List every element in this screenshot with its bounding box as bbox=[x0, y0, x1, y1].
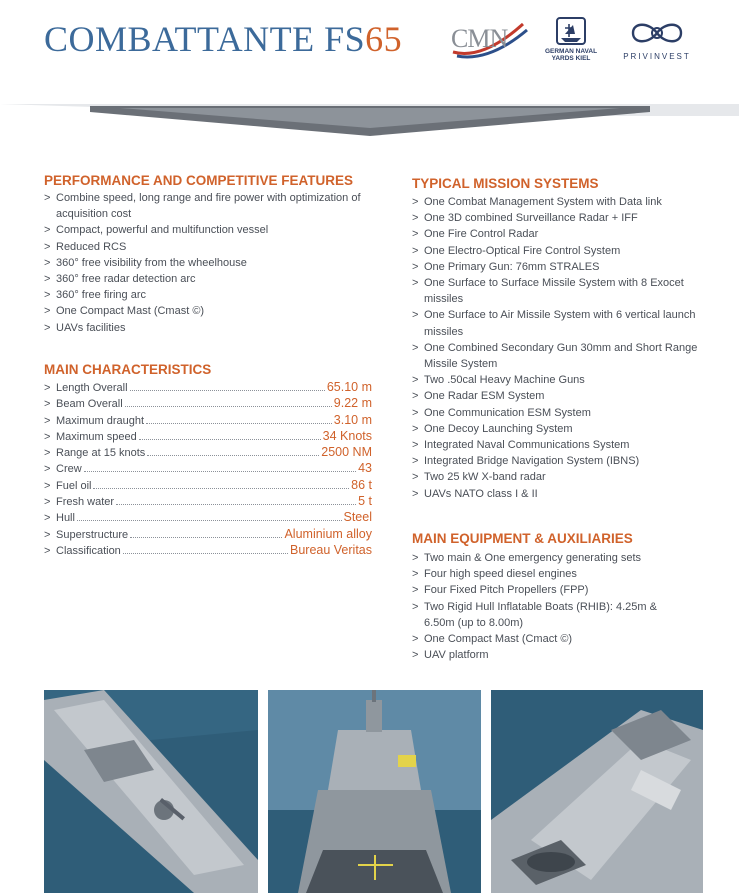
chevron-right-icon: > bbox=[44, 192, 51, 204]
mission-item bbox=[412, 405, 702, 421]
chevron-right-icon: > bbox=[44, 321, 51, 334]
ship-stern-photo bbox=[268, 690, 481, 893]
chevron-right-icon: > bbox=[44, 224, 51, 237]
title-number: 65 bbox=[365, 19, 403, 59]
spec-value: 3.10 m bbox=[333, 412, 372, 427]
performance-item bbox=[44, 255, 374, 271]
spec-value: 2500 NM bbox=[321, 445, 372, 460]
chevron-right-icon: > bbox=[412, 244, 419, 257]
chevron-divider bbox=[0, 98, 739, 142]
equipment-item-text: UAV platform bbox=[424, 649, 489, 662]
chevron-right-icon: > bbox=[412, 309, 419, 322]
dot-leader bbox=[84, 463, 356, 472]
spec-value: 43 bbox=[358, 461, 372, 476]
spec-value: Aluminium alloy bbox=[284, 526, 372, 541]
privinvest-logo bbox=[609, 16, 705, 66]
mission-item bbox=[412, 259, 702, 275]
chevron-right-icon: > bbox=[44, 289, 51, 302]
dot-leader bbox=[93, 480, 349, 489]
dot-leader bbox=[116, 496, 356, 505]
equipment-list bbox=[412, 550, 682, 663]
equipment-item bbox=[412, 550, 682, 566]
performance-item-text: 360° free visibility from the wheelhouse bbox=[56, 256, 247, 269]
spec-row bbox=[44, 429, 372, 445]
spec-row bbox=[44, 478, 372, 494]
performance-list bbox=[44, 190, 374, 336]
performance-item bbox=[44, 303, 374, 319]
mission-item bbox=[412, 372, 702, 388]
chevron-right-icon: > bbox=[44, 273, 51, 286]
chevron-right-icon: > bbox=[412, 455, 419, 468]
chevron-right-icon: > bbox=[44, 479, 51, 492]
privinvest-logo-text: PRIVINVEST bbox=[623, 52, 691, 61]
performance-item-text: Combine speed, long range and fire power with optimization of acquisition cost bbox=[56, 192, 361, 221]
mission-item bbox=[412, 226, 702, 242]
mission-title: TYPICAL MISSION SYSTEMS bbox=[412, 176, 599, 191]
cmn-logo-text: CMN bbox=[451, 24, 508, 53]
mission-item bbox=[412, 486, 702, 502]
spec-value: 86 t bbox=[351, 477, 372, 492]
chevron-right-icon: > bbox=[412, 341, 419, 354]
performance-item-text: Reduced RCS bbox=[56, 240, 127, 253]
spec-value: Steel bbox=[343, 510, 372, 525]
mission-item bbox=[412, 210, 702, 226]
spec-row bbox=[44, 380, 372, 396]
mission-item bbox=[412, 275, 702, 307]
privinvest-knot-icon bbox=[609, 16, 705, 50]
mission-item-text: One Primary Gun: 76mm STRALES bbox=[424, 260, 600, 273]
mission-item-text: One Surface to Surface Missile System with 8 Exocet missiles bbox=[424, 277, 684, 306]
spec-name: Classification bbox=[56, 544, 121, 557]
mission-item-text: One Communication ESM System bbox=[424, 406, 591, 419]
spec-row bbox=[44, 494, 372, 510]
spec-name: Hull bbox=[56, 512, 75, 525]
spec-row bbox=[44, 543, 372, 559]
chevron-right-icon: > bbox=[44, 240, 51, 253]
equipment-item-text: Two Rigid Hull Inflatable Boats (RHIB): 4.25m & 6.50m (up to 8.00m) bbox=[424, 600, 657, 629]
equipment-item bbox=[412, 647, 682, 663]
dot-leader bbox=[147, 447, 319, 456]
spec-name: Maximum draught bbox=[56, 414, 145, 427]
equipment-item-text: Four high speed diesel engines bbox=[424, 568, 577, 581]
equipment-item bbox=[412, 599, 682, 631]
chevron-right-icon: > bbox=[44, 305, 51, 318]
dot-leader bbox=[130, 529, 282, 538]
chevron-right-icon: > bbox=[412, 390, 419, 403]
chevron-right-icon: > bbox=[44, 496, 51, 509]
performance-item bbox=[44, 190, 374, 222]
performance-item-text: Compact, powerful and multifunction vessel bbox=[56, 224, 269, 237]
ship-rhib-photo bbox=[491, 690, 703, 893]
mission-item-text: One Electro-Optical Fire Control System bbox=[424, 244, 621, 257]
spec-name: Range at 15 knots bbox=[56, 447, 146, 460]
chevron-right-icon: > bbox=[412, 260, 419, 273]
mission-item bbox=[412, 421, 702, 437]
gnyk-line1: GERMAN NAVAL bbox=[544, 48, 598, 55]
chevron-right-icon: > bbox=[412, 568, 419, 581]
spec-name: Beam Overall bbox=[56, 398, 123, 411]
chevron-right-icon: > bbox=[412, 374, 419, 387]
chevron-right-icon: > bbox=[44, 414, 51, 427]
spec-value: 34 Knots bbox=[322, 428, 372, 443]
spec-row bbox=[44, 413, 372, 429]
spec-name: Length Overall bbox=[56, 382, 128, 394]
mission-item bbox=[412, 453, 702, 469]
equipment-item bbox=[412, 631, 682, 647]
spec-name: Superstructure bbox=[56, 528, 129, 541]
mission-item bbox=[412, 243, 702, 259]
chevron-right-icon: > bbox=[412, 406, 419, 419]
chevron-right-icon: > bbox=[44, 463, 51, 476]
equipment-item-text: Two main & One emergency generating sets bbox=[424, 552, 642, 564]
performance-item-text: UAVs facilities bbox=[56, 321, 126, 334]
mission-item-text: Integrated Bridge Navigation System (IBNS) bbox=[424, 455, 640, 468]
mission-item bbox=[412, 340, 702, 372]
spec-row bbox=[44, 461, 372, 477]
chevron-right-icon: > bbox=[412, 212, 419, 225]
mission-item bbox=[412, 469, 702, 485]
dot-leader bbox=[123, 545, 288, 554]
performance-item-text: 360° free radar detection arc bbox=[56, 273, 196, 286]
spec-name: Fresh water bbox=[56, 496, 115, 509]
chevron-right-icon: > bbox=[412, 552, 419, 564]
chevron-right-icon: > bbox=[412, 584, 419, 597]
spec-value: 5 t bbox=[358, 494, 372, 509]
performance-item-text: 360° free firing arc bbox=[56, 289, 146, 302]
mission-item-text: Two 25 kW X-band radar bbox=[424, 471, 546, 484]
performance-item bbox=[44, 239, 374, 255]
performance-item bbox=[44, 271, 374, 287]
equipment-item bbox=[412, 582, 682, 598]
characteristics-title: MAIN CHARACTERISTICS bbox=[44, 362, 212, 377]
chevron-right-icon: > bbox=[412, 649, 419, 662]
mission-item bbox=[412, 194, 702, 210]
mission-item-text: One Combat Management System with Data link bbox=[424, 196, 662, 208]
mission-item bbox=[412, 437, 702, 453]
mission-item-text: One Combined Secondary Gun 30mm and Short Range Missile System bbox=[424, 341, 698, 371]
chevron-right-icon: > bbox=[412, 277, 419, 290]
equipment-title: MAIN EQUIPMENT & AUXILIARIES bbox=[412, 531, 633, 546]
spec-value: Bureau Veritas bbox=[290, 542, 372, 557]
characteristics-list bbox=[44, 380, 372, 559]
chevron-right-icon: > bbox=[44, 430, 51, 443]
chevron-right-icon: > bbox=[412, 487, 419, 500]
performance-item bbox=[44, 222, 374, 238]
spec-value: 9.22 m bbox=[333, 396, 372, 411]
german-naval-yards-logo bbox=[539, 16, 603, 66]
chevron-right-icon: > bbox=[44, 544, 51, 557]
chevron-right-icon: > bbox=[412, 228, 419, 241]
gnyk-line2: YARDS KIEL bbox=[551, 55, 591, 62]
mission-list bbox=[412, 194, 702, 502]
chevron-right-icon: > bbox=[412, 196, 419, 208]
dot-leader bbox=[77, 512, 342, 521]
mission-item-text: One Surface to Air Missile System with 6 vertical launch missiles bbox=[424, 309, 696, 338]
mission-item-text: One 3D combined Surveillance Radar + IFF bbox=[424, 212, 638, 225]
spec-value: 65.10 m bbox=[326, 380, 372, 394]
chevron-right-icon: > bbox=[44, 382, 51, 394]
chevron-right-icon: > bbox=[44, 256, 51, 269]
chevron-right-icon: > bbox=[44, 512, 51, 525]
cmn-logo bbox=[443, 16, 531, 62]
chevron-right-icon: > bbox=[412, 633, 419, 646]
chevron-right-icon: > bbox=[44, 398, 51, 411]
dot-leader bbox=[146, 415, 332, 424]
ship-bow-photo bbox=[44, 690, 258, 893]
mission-item-text: Two .50cal Heavy Machine Guns bbox=[424, 374, 585, 387]
performance-title: PERFORMANCE AND COMPETITIVE FEATURES bbox=[44, 173, 354, 188]
spec-name: Maximum speed bbox=[56, 430, 137, 443]
mission-item-text: Integrated Naval Communications System bbox=[424, 439, 630, 452]
ship-emblem-icon bbox=[539, 16, 603, 48]
spec-row bbox=[44, 510, 372, 526]
equipment-item-text: One Compact Mast (Cmact ©) bbox=[424, 633, 573, 646]
spec-row bbox=[44, 527, 372, 543]
mission-item-text: One Fire Control Radar bbox=[424, 228, 539, 241]
dot-leader bbox=[130, 382, 325, 391]
spec-row bbox=[44, 445, 372, 461]
chevron-right-icon: > bbox=[44, 528, 51, 541]
performance-item bbox=[44, 320, 374, 336]
chevron-right-icon: > bbox=[412, 439, 419, 452]
dot-leader bbox=[125, 398, 332, 407]
mission-item-text: UAVs NATO class I & II bbox=[424, 487, 538, 500]
mission-item-text: One Radar ESM System bbox=[424, 390, 545, 403]
performance-item bbox=[44, 287, 374, 303]
chevron-right-icon: > bbox=[412, 471, 419, 484]
performance-item-text: One Compact Mast (Cmast ©) bbox=[56, 305, 205, 318]
dot-leader bbox=[139, 431, 321, 440]
page-title bbox=[44, 18, 402, 60]
equipment-item-text: Four Fixed Pitch Propellers (FPP) bbox=[424, 584, 589, 597]
spec-name: Crew bbox=[56, 463, 82, 476]
mission-item bbox=[412, 388, 702, 404]
chevron-right-icon: > bbox=[44, 447, 51, 460]
spec-row bbox=[44, 396, 372, 412]
mission-item bbox=[412, 307, 702, 339]
chevron-right-icon: > bbox=[412, 600, 419, 613]
spec-name: Fuel oil bbox=[56, 479, 92, 492]
mission-item-text: One Decoy Launching System bbox=[424, 422, 573, 435]
title-main: COMBATTANTE FS bbox=[44, 19, 366, 59]
chevron-right-icon: > bbox=[412, 422, 419, 435]
equipment-item bbox=[412, 566, 682, 582]
